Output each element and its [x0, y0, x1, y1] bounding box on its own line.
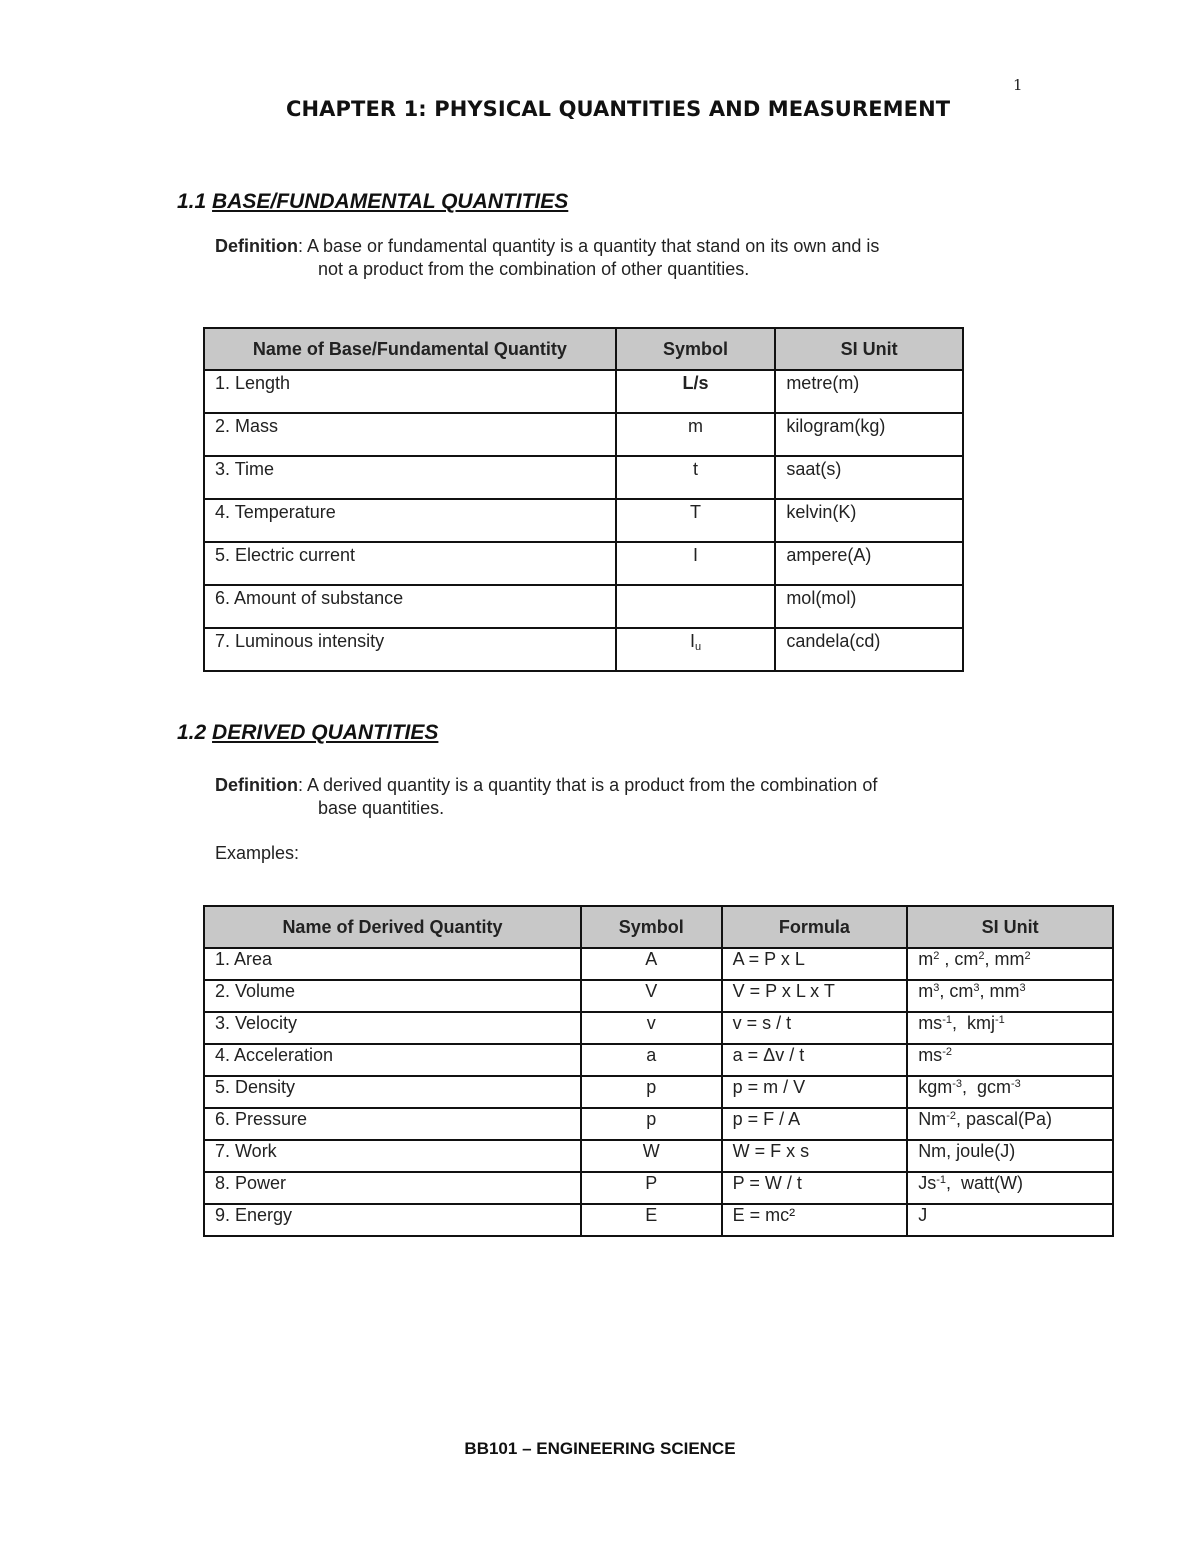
unit-separator: ,: [939, 949, 955, 969]
si-unit-cell: kelvin(K): [775, 499, 963, 542]
column-header: Symbol: [616, 328, 776, 370]
table-row: [204, 980, 1113, 1012]
table-row: [204, 1108, 1113, 1140]
symbol-cell: a: [581, 1044, 722, 1076]
table-row: [204, 413, 963, 456]
section-number: 1.2: [177, 721, 207, 744]
unit-exponent: -2: [942, 1046, 952, 1058]
table-row: [204, 456, 963, 499]
unit-separator: ,: [961, 1077, 977, 1097]
quantity-name-cell: 2. Mass: [204, 413, 616, 456]
symbol-cell: E: [581, 1204, 722, 1236]
unit-exponent: 2: [978, 950, 985, 962]
symbol-cell: m: [616, 413, 776, 456]
symbol-cell: L/s: [616, 370, 776, 413]
unit-base: Nm, joule(J): [918, 1141, 1016, 1161]
definition-label: Definition: [215, 775, 298, 795]
si-unit-cell: kilogram(kg): [775, 413, 963, 456]
section-number: 1.1: [177, 190, 207, 213]
symbol-cell: W: [581, 1140, 722, 1172]
unit-base: kgm: [918, 1077, 953, 1097]
definition-text: : A derived quantity is a quantity that is a product from the combination of: [298, 775, 878, 795]
symbol-cell: V: [581, 980, 722, 1012]
page-number: 1: [1013, 76, 1023, 94]
symbol-cell: p: [581, 1108, 722, 1140]
table-header-row: [204, 906, 1113, 948]
quantity-name-cell: 8. Power: [204, 1172, 581, 1204]
quantity-name-cell: 1. Area: [204, 948, 581, 980]
formula-cell: V = P x L x T: [722, 980, 908, 1012]
formula-cell: p = m / V: [722, 1076, 908, 1108]
unit-base: gcm: [977, 1077, 1012, 1097]
quantity-name-cell: 2. Volume: [204, 980, 581, 1012]
unit-exponent: -1: [942, 1014, 952, 1026]
table-row: [204, 542, 963, 585]
table-row: [204, 370, 963, 413]
quantity-name-cell: 7. Luminous intensity: [204, 628, 616, 671]
formula-cell: p = F / A: [722, 1108, 908, 1140]
si-unit-cell: [907, 1204, 1113, 1236]
si-unit-cell: ampere(A): [775, 542, 963, 585]
definition-derived: [215, 774, 877, 820]
unit-separator: ,: [984, 949, 995, 969]
unit-base: Js: [918, 1173, 937, 1193]
column-header: SI Unit: [907, 906, 1113, 948]
unit-base: cm: [949, 981, 974, 1001]
si-unit-cell: [907, 1172, 1113, 1204]
si-unit-cell: mol(mol): [775, 585, 963, 628]
unit-separator: ,: [951, 1013, 967, 1033]
unit-exponent: 3: [933, 982, 940, 994]
unit-base: ms: [918, 1013, 943, 1033]
definition-label: Definition: [215, 236, 298, 256]
section-heading-base: [177, 190, 568, 214]
table-row: [204, 1204, 1113, 1236]
definition-text: : A base or fundamental quantity is a quantity that stand on its own and is: [298, 236, 880, 256]
symbol-text: I: [689, 631, 695, 651]
definition-base: [215, 235, 879, 281]
column-header: SI Unit: [775, 328, 963, 370]
section-title: DERIVED QUANTITIES: [212, 721, 439, 744]
unit-base: mm: [989, 981, 1020, 1001]
symbol-cell: v: [581, 1012, 722, 1044]
table-row: [204, 1076, 1113, 1108]
column-header: Name of Derived Quantity: [204, 906, 581, 948]
unit-exponent: -1: [936, 1174, 946, 1186]
unit-base: watt(W): [960, 1173, 1023, 1193]
quantity-name-cell: 4. Temperature: [204, 499, 616, 542]
unit-exponent: 3: [973, 982, 980, 994]
column-header: Formula: [722, 906, 908, 948]
symbol-cell: T: [616, 499, 776, 542]
unit-exponent: 3: [1019, 982, 1026, 994]
table-row: [204, 1140, 1113, 1172]
unit-base: J: [918, 1205, 928, 1225]
quantity-name-cell: 3. Time: [204, 456, 616, 499]
quantity-name-cell: 7. Work: [204, 1140, 581, 1172]
formula-cell: W = F x s: [722, 1140, 908, 1172]
si-unit-cell: [907, 1044, 1113, 1076]
symbol-cell: [616, 628, 776, 671]
si-unit-cell: [907, 1076, 1113, 1108]
chapter-title: CHAPTER 1: PHYSICAL QUANTITIES AND MEASUREMENT: [286, 97, 951, 121]
quantity-name-cell: 1. Length: [204, 370, 616, 413]
unit-exponent: -3: [952, 1078, 962, 1090]
quantity-name-cell: 5. Electric current: [204, 542, 616, 585]
si-unit-cell: saat(s): [775, 456, 963, 499]
table-row: [204, 628, 963, 671]
definition-text-continued: not a product from the combination of other quantities.: [318, 259, 750, 279]
derived-quantities-table: [203, 905, 1114, 1237]
unit-base: mm: [994, 949, 1025, 969]
symbol-subscript: u: [694, 641, 702, 653]
unit-base: ms: [918, 1045, 943, 1065]
unit-exponent: 2: [933, 950, 940, 962]
table-row: [204, 948, 1113, 980]
quantity-name-cell: 4. Acceleration: [204, 1044, 581, 1076]
unit-base: kmj: [966, 1013, 995, 1033]
unit-base: Nm: [918, 1109, 947, 1129]
unit-base: m: [918, 981, 934, 1001]
table-row: [204, 585, 963, 628]
unit-separator: ,: [945, 1173, 961, 1193]
si-unit-cell: [907, 948, 1113, 980]
table-row: [204, 1012, 1113, 1044]
formula-cell: P = W / t: [722, 1172, 908, 1204]
unit-separator: ,: [939, 981, 950, 1001]
unit-base: cm: [954, 949, 979, 969]
footer: BB101 – ENGINEERING SCIENCE: [464, 1439, 736, 1458]
formula-cell: E = mc²: [722, 1204, 908, 1236]
base-quantities-table: [203, 327, 964, 672]
formula-cell: A = P x L: [722, 948, 908, 980]
table-row: [204, 499, 963, 542]
symbol-cell: A: [581, 948, 722, 980]
symbol-cell: I: [616, 542, 776, 585]
symbol-cell: [616, 585, 776, 628]
formula-cell: a = Δv / t: [722, 1044, 908, 1076]
section-title: BASE/FUNDAMENTAL QUANTITIES: [212, 190, 569, 213]
si-unit-cell: metre(m): [775, 370, 963, 413]
quantity-name-cell: 6. Amount of substance: [204, 585, 616, 628]
examples-label: Examples:: [215, 843, 300, 863]
unit-exponent: 2: [1024, 950, 1031, 962]
symbol-cell: t: [616, 456, 776, 499]
quantity-name-cell: 6. Pressure: [204, 1108, 581, 1140]
si-unit-cell: [907, 1012, 1113, 1044]
symbol-cell: p: [581, 1076, 722, 1108]
definition-text-continued: base quantities.: [318, 798, 445, 818]
column-header: Symbol: [581, 906, 722, 948]
column-header: Name of Base/Fundamental Quantity: [204, 328, 616, 370]
quantity-name-cell: 3. Velocity: [204, 1012, 581, 1044]
quantity-name-cell: 5. Density: [204, 1076, 581, 1108]
table-row: [204, 1172, 1113, 1204]
unit-exponent: -3: [1011, 1078, 1021, 1090]
formula-cell: v = s / t: [722, 1012, 908, 1044]
symbol-cell: P: [581, 1172, 722, 1204]
unit-base: m: [918, 949, 934, 969]
unit-base: pascal(Pa): [965, 1109, 1053, 1129]
unit-exponent: -2: [946, 1110, 956, 1122]
section-heading-derived: [177, 721, 438, 745]
quantity-name-cell: 9. Energy: [204, 1204, 581, 1236]
si-unit-cell: candela(cd): [775, 628, 963, 671]
si-unit-cell: [907, 980, 1113, 1012]
si-unit-cell: [907, 1140, 1113, 1172]
unit-separator: ,: [979, 981, 990, 1001]
table-row: [204, 1044, 1113, 1076]
unit-separator: ,: [955, 1109, 966, 1129]
unit-exponent: -1: [994, 1014, 1005, 1026]
si-unit-cell: [907, 1108, 1113, 1140]
table-header-row: [204, 328, 963, 370]
